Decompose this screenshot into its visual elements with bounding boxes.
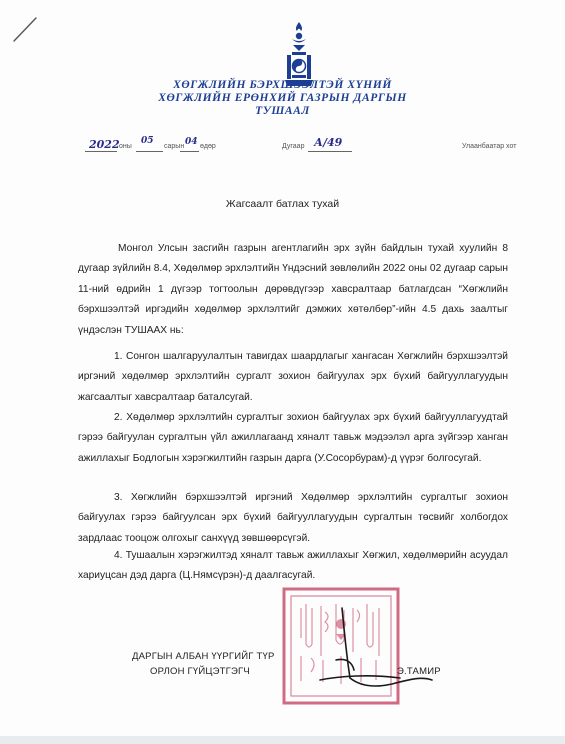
signatory-title-line1: ДАРГЫН АЛБАН ҮҮРГИЙГ ТҮР [132, 651, 275, 662]
signatory-name: Э.ТАМИР [397, 666, 441, 677]
org-name-line2: ХӨГЖЛИЙН ЕРӨНХИЙ ГАЗРЫН ДАРГЫН [158, 92, 407, 104]
date-year-value: 2022 [89, 138, 120, 151]
date-year-underline [85, 151, 117, 152]
number-underline [308, 151, 352, 152]
document-type-title: ТУШААЛ [255, 105, 310, 117]
date-year-suffix: оны [119, 143, 132, 150]
bottom-strip [0, 736, 565, 744]
document-subject: Жагсаалт батлах тухай [225, 198, 340, 210]
order-item-3: 3. Хөгжлийн бэрхшээлтэй иргэний Хөдөлмөр эрхлэлтийн сургалтыг зохион байгуулах гэрээ байгуулсан эрх бүхий байгууллагуудын сургалтын төсвийг холбогдох зардлаас тооцож олгохыг санхүүд зөвшөөрсүгэй. [78, 492, 508, 544]
org-name-line1: ХӨГЖЛИЙН БЭРХШЭЭЛТЭЙ ХҮНИЙ [173, 79, 392, 91]
city-label: Улаанбаатар хот [462, 143, 517, 150]
date-day-underline [180, 151, 199, 152]
date-month-value: 05 [141, 136, 154, 146]
number-value: А/49 [314, 136, 343, 149]
intro-paragraph: Монгол Улсын засгийн газрын агентлагийн эрх зүйн байдлын тухай хуулийн 8 дугаар зүйлийн 8.4, Хөдөлмөр эрхлэлтийн Үндэсний зөвлөлийн 2022 оны 02 дугаар сарын 11-ний өдрийн 1 дүгээр тогтоолын дөрөвдүгээр хавсралтаар батлагдсан “Хөгжлийн бэрхшээлтэй иргэдийн хөдөлмөр эрхлэлтийг дэмжих хөтөлбөр”-ийн 4.5 дахь заалтыг үндэслэн ТУШААХ нь: [78, 243, 508, 336]
order-item-2: 2. Хөдөлмөр эрхлэлтийн сургалтыг зохион байгуулах эрх бүхий байгууллагуудтай гэрээ байгуулан сургалтын үйл ажиллагаанд хяналт тавьж мэдээлэл арга зүйгээр ханган ажиллахыг Бодлогын хэрэгжилтийн газрын дарга (У.Сосорбурам)-д үүрэг болгосугай. [78, 412, 508, 464]
date-day-value: 04 [185, 137, 198, 147]
date-day-suffix: өдөр [200, 143, 216, 150]
number-label: Дугаар [282, 143, 305, 150]
date-month-underline [136, 151, 163, 152]
handwritten-signature [300, 600, 450, 700]
date-month-suffix: сарын [164, 143, 185, 150]
signatory-title-line2: ОРЛОН ГҮЙЦЭТГЭГЧ [150, 666, 250, 677]
pen-mark [10, 14, 40, 44]
order-item-1: 1. Сонгон шалгаруулалтын тавигдах шаардлагыг хангасан Хөгжлийн бэрхшээлтэй иргэний хөдөлмөр эрхлэлтийн сургалт зохион байгуулах эрх бүхий байгууллагуудын жагсаалтыг хавсралтаар баталсугай. [78, 351, 508, 403]
order-item-4: 4. Тушаалын хэрэгжилтэд хяналт тавьж ажиллахыг Хөгжил, хөдөлмөрийн асуудал хариуцсан дэд дарга (Ц.Нямсүрэн)-д даалгасугай. [78, 550, 508, 582]
